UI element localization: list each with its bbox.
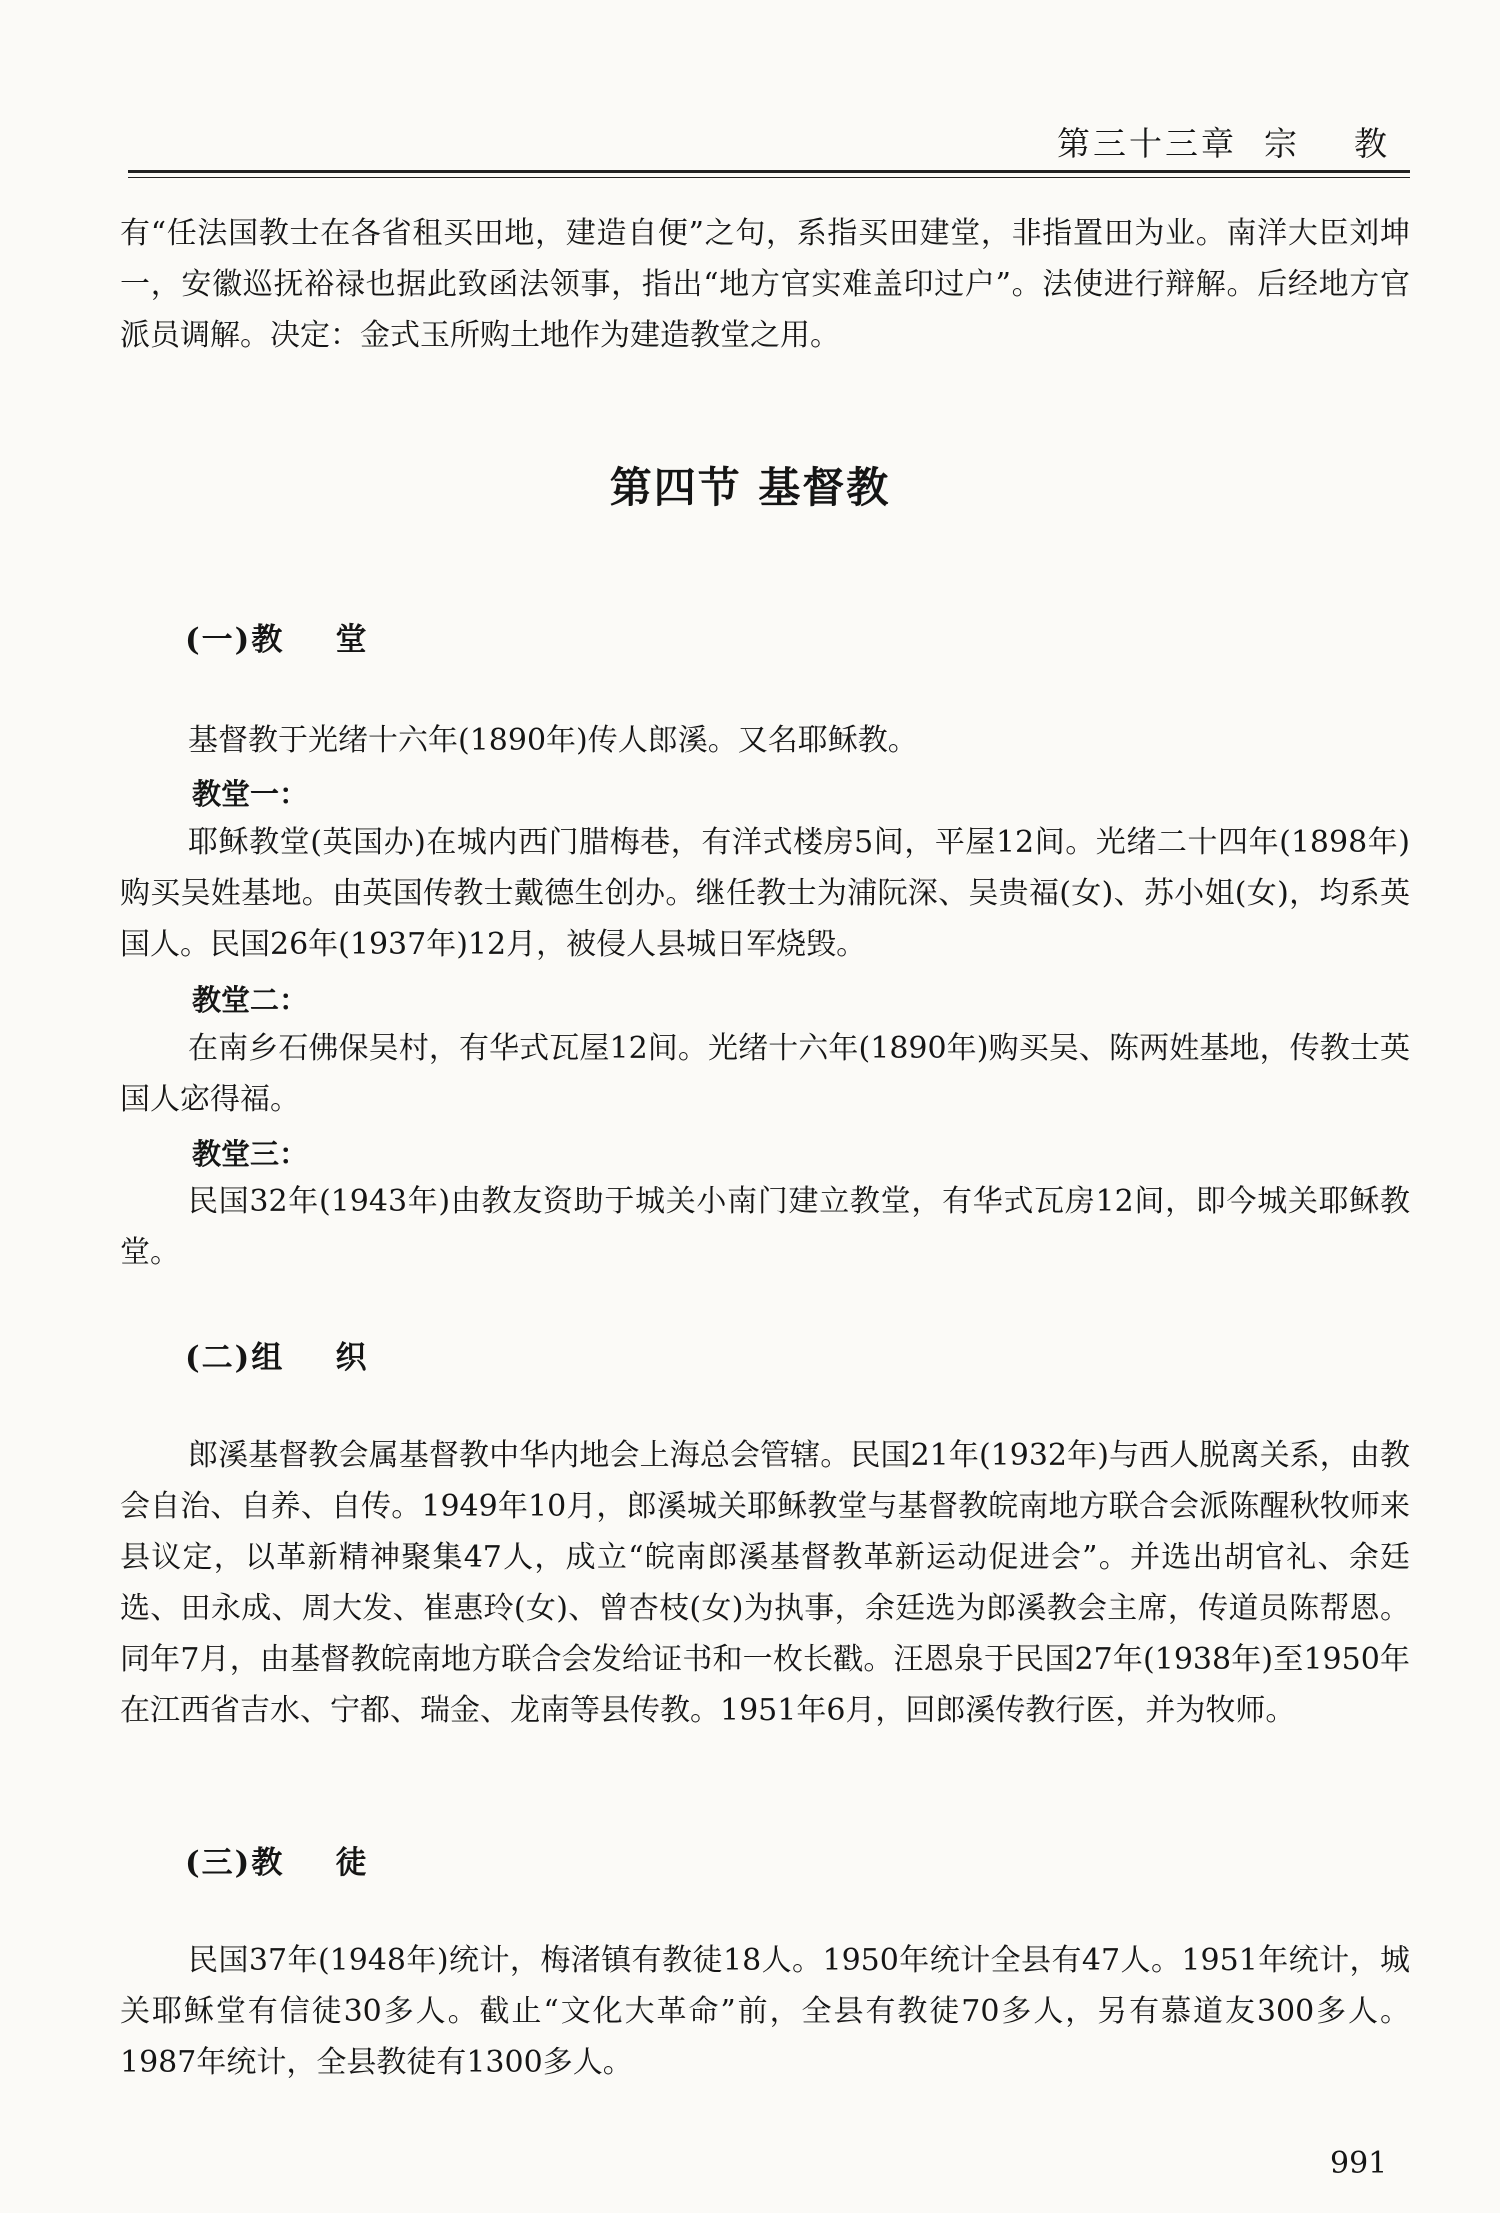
header-rule-thin (128, 177, 1410, 178)
intro-paragraph: 有“任法国教士在各省租买田地，建造自便”之句，系指买田建堂，非指置田为业。南洋大臣刘坤一，安徽巡抚裕禄也据此致函法领事，指出“地方官实难盖印过户”。法使进行辩解。后经地方官派员调解。决定：金式玉所购土地作为建造教堂之用。 (120, 216, 1410, 353)
section-title: 第四节 基督教 (609, 463, 891, 512)
believers-heading: (三)教 徒 (185, 1845, 369, 1881)
churches-intro: 基督教于光绪十六年(1890年)传人郎溪。又名耶稣教。 (188, 723, 918, 758)
organization-heading: (二)组 织 (185, 1340, 369, 1376)
organization-paragraph: 郎溪基督教会属基督教中华内地会上海总会管辖。民国21年(1932年)与西人脱离关系，由教会自治、自养、自传。1949年10月，郎溪城关耶稣教堂与基督教皖南地方联合会派陈醒秋牧师来县议定，以革新精神聚集47人，成立“皖南郎溪基督教革新运动促进会”。并选出胡官礼、余廷选、田永成、周大发、崔惠玲(女)、曾杏枝(女)为执事，余廷选为郎溪教会主席，传道员陈帮恩。同年7月，由基督教皖南地方联合会发给证书和一枚长戳。汪恩泉于民国27年(1938年)至1950年在江西省吉水、宁都、瑞金、龙南等县传教。1951年6月，回郎溪传教行医，并为牧师。 (120, 1438, 1410, 1728)
church-1-label: 教堂一： (192, 777, 309, 811)
header-rule-thick (128, 170, 1410, 173)
church-3-text: 民国32年(1943年)由教友资助于城关小南门建立教堂，有华式瓦房12间，即今城关耶稣教堂。 (120, 1184, 1410, 1270)
church-2-text: 在南乡石佛保吴村，有华式瓦屋12间。光绪十六年(1890年)购买吴、陈两姓基地，传教士英国人宓得福。 (120, 1031, 1410, 1117)
church-1-text: 耶稣教堂(英国办)在城内西门腊梅巷，有洋式楼房5间，平屋12间。光绪二十四年(1898年)购买吴姓基地。由英国传教士戴德生创办。继任教士为浦阮深、吴贵福(女)、苏小姐(女)，均系英国人。民国26年(1937年)12月，被侵人县城日军烧毁。 (120, 825, 1410, 962)
church-3-label: 教堂三： (192, 1137, 309, 1171)
churches-heading: (一)教 堂 (185, 622, 369, 658)
church-2-label: 教堂二： (192, 983, 309, 1017)
believers-paragraph: 民国37年(1948年)统计，梅渚镇有教徒18人。1950年统计全县有47人。1951年统计，城关耶稣堂有信徒30多人。截止“文化大革命”前，全县有教徒70多人，另有慕道友300多人。1987年统计，全县教徒有1300多人。 (120, 1943, 1410, 2080)
running-header: 第三十三章 宗 教 (1057, 124, 1390, 163)
page-number: 991 (1330, 2146, 1388, 2181)
